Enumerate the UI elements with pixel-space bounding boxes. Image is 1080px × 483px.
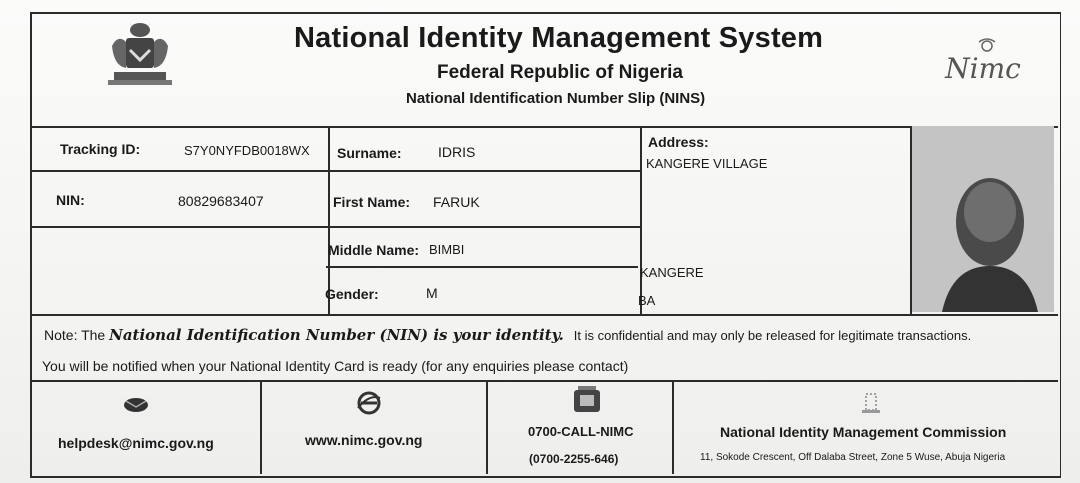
nimc-logo-text: Nimc <box>945 52 1021 85</box>
phone-icon <box>572 386 602 414</box>
building-icon <box>860 390 882 414</box>
coat-of-arms-icon <box>100 16 180 88</box>
gender-label: Gender: <box>325 286 379 302</box>
address-line-3: BA <box>638 293 656 308</box>
slip-title: National Identification Number Slip (NINS) <box>406 90 706 107</box>
nin-label: NIN: <box>56 192 85 208</box>
note-suffix: It is confidential and may only be released for legitimate transactions. <box>573 328 972 343</box>
phone-primary[interactable]: 0700-CALL-NIMC <box>528 424 634 439</box>
divider <box>30 314 1058 316</box>
divider <box>672 380 674 474</box>
divider <box>30 170 642 172</box>
divider <box>486 380 488 474</box>
divider <box>30 126 1058 128</box>
address-line-1: KANGERE VILLAGE <box>646 156 768 171</box>
surname-label: Surname: <box>337 145 402 161</box>
middle-name-label: Middle Name: <box>328 242 420 258</box>
tracking-id-value: S7Y0NYFDB0018WX <box>184 143 310 158</box>
note-emphasis: National Identification Number (NIN) is your identity. <box>109 326 564 344</box>
divider <box>640 126 642 316</box>
divider <box>326 266 638 268</box>
address-label: Address: <box>648 134 709 150</box>
divider <box>30 380 1058 382</box>
gender-value: M <box>426 285 438 301</box>
identity-note <box>44 326 971 344</box>
nimc-logo-icon <box>943 36 1023 92</box>
commission-address: 11, Sokode Crescent, Off Dalaba Street, Zone 5 Wuse, Abuja Nigeria <box>700 452 1006 463</box>
first-name-label: First Name: <box>333 194 411 210</box>
commission-name: National Identity Management Commission <box>720 424 1007 440</box>
note-prefix: Note: The <box>44 327 106 343</box>
first-name-value: FARUK <box>433 194 480 210</box>
divider <box>30 226 642 228</box>
page-title: National Identity Management System <box>294 22 824 54</box>
passport-photo <box>912 126 1054 312</box>
email-icon <box>122 396 150 414</box>
phone-secondary[interactable]: (0700-2255-646) <box>529 452 619 466</box>
nin-value: 80829683407 <box>178 193 264 209</box>
address-line-2: KANGERE <box>640 265 704 280</box>
helpdesk-email[interactable]: helpdesk@nimc.gov.ng <box>58 435 214 451</box>
country-name: Federal Republic of Nigeria <box>437 62 683 83</box>
tracking-id-label: Tracking ID: <box>60 141 141 157</box>
website-link[interactable]: www.nimc.gov.ng <box>305 432 423 448</box>
middle-name-value: BIMBI <box>429 242 465 257</box>
notification-note: You will be notified when your National Identity Card is ready (for any enquiries please contact) <box>42 358 629 374</box>
web-browser-icon <box>356 390 382 416</box>
divider <box>260 380 262 474</box>
surname-value: IDRIS <box>438 144 476 160</box>
